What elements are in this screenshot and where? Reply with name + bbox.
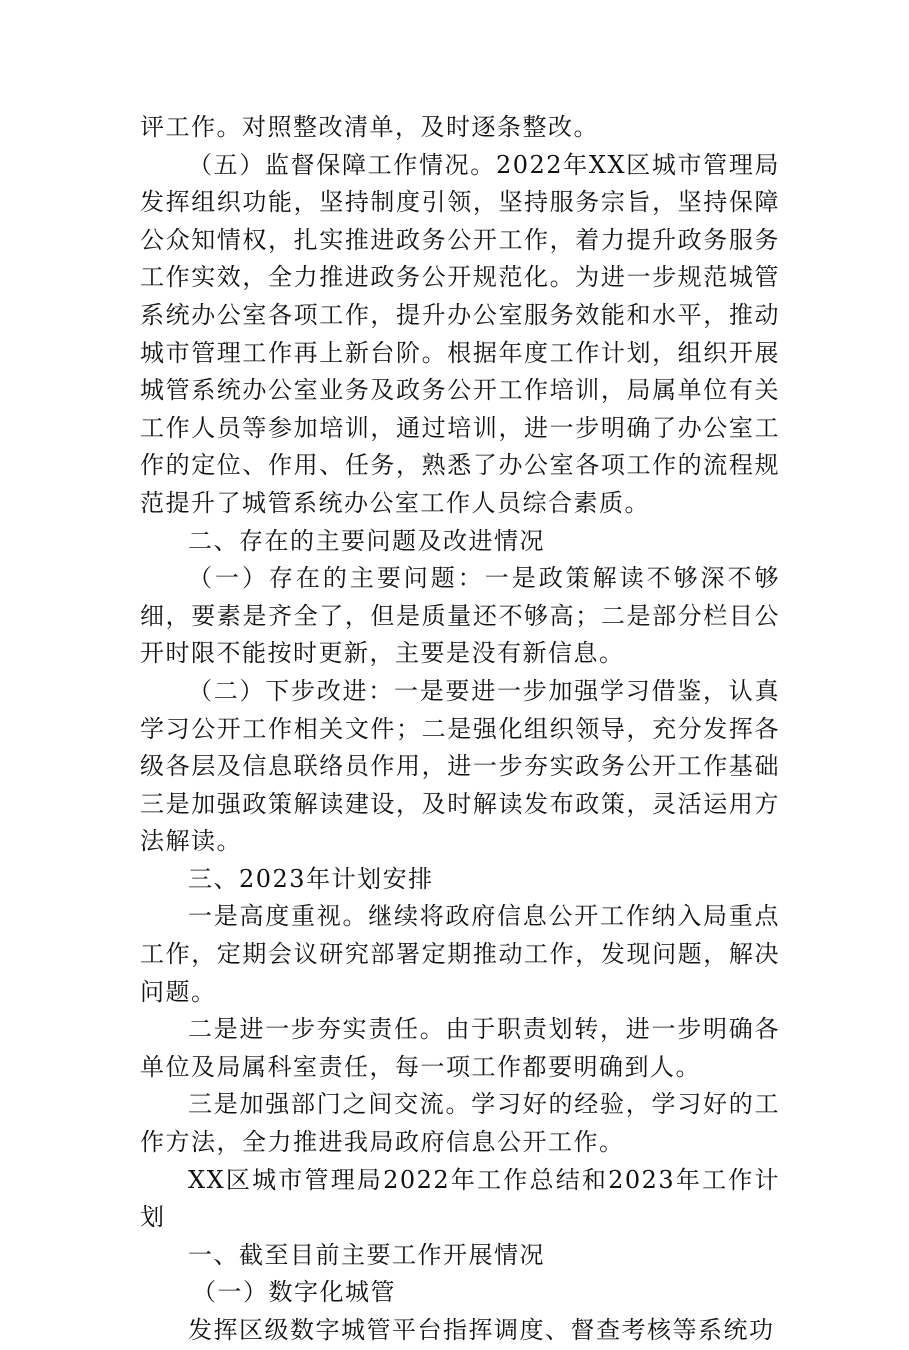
- paragraph-plan-three: 三是加强部门之间交流。学习好的经验，学习好的工作方法，全力推进我局政府信息公开工作。: [140, 1090, 780, 1157]
- paragraph-plan-one: 一是高度重视。继续将政府信息公开工作纳入局重点工作，定期会议研究部署定期推动工作，发现问题，解决问题。: [140, 902, 780, 1006]
- paragraph-digital-platform: 发挥区级数字城管平台指挥调度、督查考核等系统功: [188, 1316, 775, 1344]
- section-heading-plan-2023: 三、2023年计划安排: [188, 864, 434, 893]
- section-heading-problems: 二、存在的主要问题及改进情况: [188, 526, 545, 555]
- subheading-digital-management: （一）数字化城管: [192, 1278, 396, 1307]
- paragraph-main-problems: （一）存在的主要问题：一是政策解读不够深不够细，要素是齐全了，但是质量还不够高；二是部分栏目公开时限不能按时更新，主要是没有新信息。: [140, 564, 780, 668]
- section-heading-progress: 一、截至目前主要工作开展情况: [188, 1240, 545, 1269]
- paragraph-improvements: （二）下步改进：一是要进一步加强学习借鉴，认真学习公开工作相关文件；二是强化组织领导，充分发挥各级各层及信息联络员作用，进一步夯实政务公开工作基础三是加强政策解读建设，及时解读发布政策，灵活运用方法解读。: [140, 676, 780, 856]
- document-title-summary: XX区城市管理局2022年工作总结和2023年工作计划: [140, 1165, 780, 1232]
- paragraph-continuation: 评工作。对照整改清单，及时逐条整改。: [140, 113, 599, 141]
- paragraph-supervision: （五）监督保障工作情况。2022年XX区城市管理局发挥组织功能，坚持制度引领，坚持服务宗旨，坚持保障公众知情权，扎实推进政务公开工作，着力提升政务服务工作实效，全力推进政务公开规范化。为进一步规范城管系统办公室各项工作，提升办公室服务效能和水平，推动城市管理工作再上新台阶。根据年度工作计划，组织开展城管系统办公室业务及政务公开工作培训，局属单位有关工作人员等参加培训，通过培训，进一步明确了办公室工作的定位、作用、任务，熟悉了办公室各项工作的流程规范提升了城管系统办公室工作人员综合素质。: [140, 150, 780, 517]
- paragraph-plan-two: 二是进一步夯实责任。由于职责划转，进一步明确各单位及局属科室责任，每一项工作都要明确到人。: [140, 1015, 780, 1081]
- document-body: [140, 109, 780, 1350]
